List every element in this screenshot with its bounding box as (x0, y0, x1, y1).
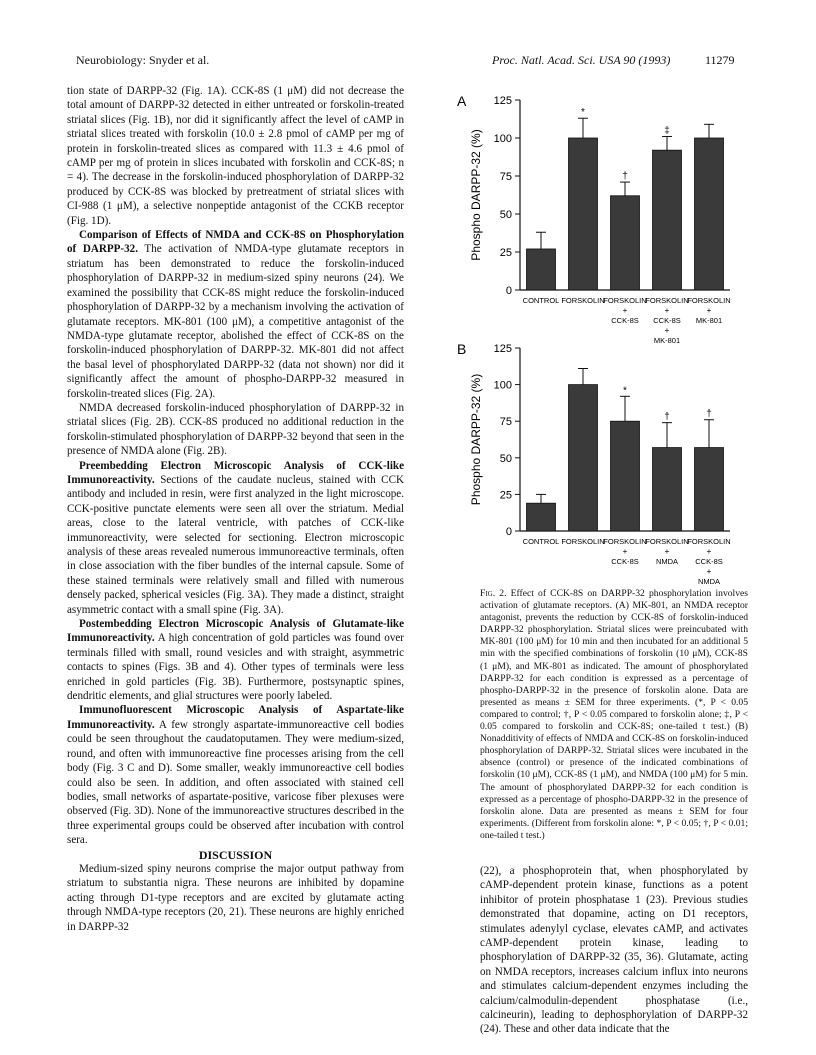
paragraph: NMDA decreased forskolin-induced phosphorylation of DARPP-32 in striatal slices (Fig. 2B). CCK-8S produced no additional reduction in the forskolin-stimulated phosphorylation of DARPP-32 beyond that seen in the presence of NMDA alone (Fig. 2B). (67, 401, 404, 458)
x-tick-label: + (706, 306, 712, 315)
y-tick-label: 0 (505, 285, 512, 297)
x-tick-label: CONTROL (522, 296, 560, 305)
section-heading: Immunofluorescent Microscopic Analysis of Aspartate-like Immunoreactivity. (67, 704, 404, 731)
paragraph: Immunofluorescent Microscopic Analysis of Aspartate-like Immunoreactivity. A few strongly aspartate-immunoreactive cell bodies could be seen throughout the caudatoputamen. They were medium-sized, round, and often with immunoreactive fine processes arising from the cell body (Fig. 3 C and D). Some smaller, weakly immunoreactive cell bodies could also be seen. In addition, and often associated with stained cell bodies, small networks of aspartate-positive, varicose fiber plexuses were observed (Fig. 3D). None of the immunoreactive structures described in the three experimental groups could be observed after incubation with control sera. (67, 704, 404, 847)
x-tick-label: + (706, 567, 712, 576)
running-head-left: Neurobiology: Snyder et al. (76, 53, 210, 67)
y-tick-label: 125 (493, 95, 512, 107)
panel-label: B (457, 341, 467, 357)
paragraph: tion state of DARPP-32 (Fig. 1A). CCK-8S (1 μM) did not decrease the total amount of DARPP-32 detected in either untreated or forskolin-treated striatal slices (Fig. 1B), nor did it significantly affect the level of cAMP in striatal slices treated with forskolin (10.0 ± 2.8 pmol of cAMP per mg of protein in forskolin-treated slices as compared with 11.3 ± 4.6 pmol of cAMP per mg of protein in slices incubated with forskolin and CCK-8S; n = 4). The decrease in the forskolin-induced phosphorylation of DARPP-32 produced by CCK-8S was blocked by pretreatment of striatal slices with CI-988 (1 μM), a selective nonpeptide antagonist of the CCKB receptor (Fig. 1D). (67, 85, 404, 227)
bar (695, 448, 724, 531)
x-tick-label: CCK-8S (695, 557, 723, 566)
y-axis-label: Phospho DARPP-32 (%) (469, 129, 483, 261)
section-heading: Preembedding Electron Microscopic Analysis of CCK-like Immunoreactivity. (67, 459, 404, 486)
discussion-heading: DISCUSSION (198, 847, 273, 862)
x-tick-label: CCK-8S (611, 316, 639, 325)
y-tick-label: 100 (493, 379, 512, 392)
x-tick-label: + (622, 306, 628, 315)
figure-2b-chart (450, 340, 750, 586)
y-tick-label: 125 (493, 343, 512, 355)
y-tick-label: 75 (499, 171, 512, 183)
x-tick-label: FORSKOLIN (561, 537, 605, 546)
x-tick-label: FORSKOLIN (687, 296, 731, 305)
paragraph: Medium-sized spiny neurons comprise the major output pathway from striatum to substantia nigra. These neurons are inhibited by dopamine acting through D1-type receptors and are excited by glutamate acting through NMDA-type receptors (20, 21). These neurons are highly enriched in DARPP-32 (67, 862, 404, 933)
significance-mark: † (664, 411, 670, 423)
bar (527, 503, 556, 531)
right-column (480, 864, 748, 1037)
x-tick-label: MK-801 (695, 316, 723, 325)
y-tick-label: 50 (499, 452, 512, 465)
bar (611, 196, 640, 290)
significance-mark: * (623, 385, 627, 397)
x-tick-label: MK-801 (653, 336, 681, 345)
section-heading: Postembedding Electron Microscopic Analysis of Glutamate-like Immunoreactivity. (67, 618, 404, 645)
x-tick-label: + (664, 547, 670, 556)
x-tick-label: NMDA (655, 557, 679, 566)
y-tick-label: 0 (505, 526, 512, 538)
x-tick-label: NMDA (697, 577, 721, 586)
left-column (67, 84, 404, 934)
significance-mark: ‡ (664, 125, 670, 137)
x-tick-label: + (664, 306, 670, 315)
bar (653, 448, 682, 531)
x-tick-label: + (706, 547, 712, 556)
figure-caption: Fig. 2. Effect of CCK-8S on DARPP-32 phosphorylation involves activation of glutamate receptors. (A) MK-801, an NMDA receptor antagonist, prevents the reduction by CCK-8S of forskolin-induced DARPP-32 phosphorylation. Striatal slices were preincubated with MK-801 (100 μM) for 10 min and then incubated for an additional 5 min with the specified combinations of forskolin (10 μM), CCK-8S (1 μM), and MK-801 as indicated. The amount of phosphorylated DARPP-32 for each condition is expressed as a percentage of phospho-DARPP-32 in the presence of forskolin alone. Data are presented as means ± SEM for three experiments. (*, P < 0.05 compared to control; †, P < 0.05 compared to forskolin alone; ‡, P < 0.05 compared to forskolin and CCK-8S; one-tailed t test.) (B) Nonadditivity of effects of NMDA and CCK-8S on forskolin-induced phosphorylation of DARPP-32. Striatal slices were incubated in the absence (control) or presence of the indicated combinations of forskolin (10 μM), CCK-8S (1 μM), and NMDA (100 μM) for 5 min. The amount of phosphorylated DARPP-32 for each condition is expressed as a percentage of phospho-DARPP-32 in the presence of forskolin alone. Data are presented as means ± SEM for four experiments. (Different from forskolin alone: *, P < 0.05; †, P < 0.01; one-tailed t test.) (480, 588, 748, 841)
y-tick-label: 100 (493, 133, 512, 145)
y-axis-label: Phospho DARPP-32 (%) (469, 373, 483, 506)
x-tick-label: + (622, 547, 628, 556)
x-tick-label: FORSKOLIN (603, 537, 647, 546)
bar (611, 421, 640, 531)
figure-2a-chart (450, 88, 750, 345)
x-tick-label: FORSKOLIN (645, 296, 689, 305)
panel-label: A (457, 93, 467, 109)
significance-mark: † (622, 171, 628, 183)
bar (527, 249, 556, 290)
paragraph: Postembedding Electron Microscopic Analysis of Glutamate-like Immunoreactivity. A high concentration of gold particles was found over terminals filled with small, round vesicles and with straight, asymmetric contacts to spines (Figs. 3B and 4). Other types of terminals were less enriched in gold particles (Fig. 3B). Furthermore, postsynaptic spines, dendritic elements, and glial structures were poorly labeled. (67, 618, 404, 703)
bar (569, 138, 598, 290)
page-number: 11279 (705, 53, 735, 67)
bar (695, 138, 724, 290)
x-tick-label: FORSKOLIN (603, 296, 647, 305)
paragraph: (22), a phosphoprotein that, when phosphorylated by cAMP-dependent protein kinase, functions as a potent inhibitor of protein phosphatase 1 (23). Previous studies demonstrated that dopamine, acting on D1 receptors, stimulates adenylyl cyclase, elevates cAMP, and activates cAMP-dependent protein kinase, leading to phosphorylation of DARPP-32 (35, 36). Glutamate, acting on NMDA receptors, increases calcium influx into neurons and stimulates calcium-dependent enzymes including the calcium/calmodulin-dependent phosphatase (i.e., calcineurin), leading to dephosphorylation of DARPP-32 (24). These and other data indicate that the (480, 865, 748, 1036)
paragraph: Preembedding Electron Microscopic Analysis of CCK-like Immunoreactivity. Sections of the caudate nucleus, stained with CCK antibody and included in resin, were first analyzed in the light microscope. CCK-positive punctate elements were seen all over the striatum. Medial areas, close to the lateral ventricle, with patches of CCK-like immunoreactivity, were selected for sectioning. Electron microscopic analysis of these areas revealed numerous immunoreactive terminals, often in close association with the fiber bundles of the internal capsule. Some of these stained terminals were relatively small and filled with numerous densely packed, spherical vesicles (Fig. 3A). They made a distinct, straight asymmetric contact with a small spine (Fig. 3A). (67, 459, 404, 616)
bar (569, 385, 598, 531)
figure-label: Fig. 2. (480, 588, 507, 599)
x-tick-label: CONTROL (522, 537, 560, 546)
bar (653, 150, 682, 290)
x-tick-label: CCK-8S (653, 316, 681, 325)
y-tick-label: 50 (499, 209, 512, 221)
x-tick-label: FORSKOLIN (687, 537, 731, 546)
x-tick-label: CCK-8S (611, 557, 639, 566)
y-tick-label: 25 (499, 489, 512, 502)
section-heading: Comparison of Effects of NMDA and CCK-8S on Phosphorylation of DARPP-32. (67, 229, 404, 256)
running-head-journal: Proc. Natl. Acad. Sci. USA 90 (1993) (492, 53, 671, 67)
x-tick-label: FORSKOLIN (561, 296, 605, 305)
paragraph: Comparison of Effects of NMDA and CCK-8S on Phosphorylation of DARPP-32. The activation of NMDA-type glutamate receptors in striatum has been demonstrated to reduce the forskolin-induced phosphorylation of DARPP-32 in medium-sized spiny neurons (24). We examined the possibility that CCK-8S might reduce the forskolin-induced phosphorylation of DARPP-32 by a mechanism involving the activation of glutamate receptors. MK-801 (100 μM), a competitive antagonist of the NMDA-type glutamate receptor, abolished the effect of CCK-8S on the forskolin-induced phosphorylation of DARPP-32. MK-801 did not affect the basal level of phosphorylated DARPP-32 (data not shown) nor did it significantly affect the amount of phospho-DARPP-32 measured in forskolin-treated slices (Fig. 2A). (67, 229, 404, 400)
significance-mark: * (581, 107, 585, 119)
x-tick-label: FORSKOLIN (645, 537, 689, 546)
x-tick-label: + (664, 326, 670, 335)
y-tick-label: 75 (499, 416, 512, 429)
significance-mark: † (706, 408, 712, 420)
y-tick-label: 25 (499, 247, 512, 259)
